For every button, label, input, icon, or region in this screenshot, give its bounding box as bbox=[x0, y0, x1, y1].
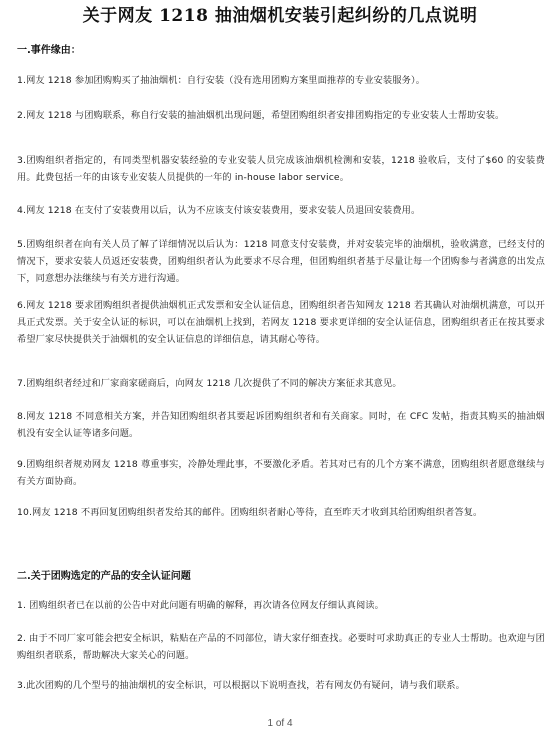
page-number: 1 of 4 bbox=[267, 718, 293, 729]
section-heading-safety-certification: 二.关于团购选定的产品的安全认证问题 bbox=[17, 571, 191, 582]
paragraph-incident-2: 2.网友 1218 与团购联系，称自行安装的抽油烟机出现问题，希望团购组织者安排团购指定的专业安装人士帮助安装。 bbox=[17, 110, 505, 121]
paragraph-incident-4: 4.网友 1218 在支付了安装费用以后，认为不应该支付该安装费用，要求安装人员退回安装费用。 bbox=[17, 205, 421, 216]
paragraph-incident-5: 5.团购组织者在向有关人员了解了详细情况以后认为：1218 同意支付安装费，并对安装完毕的油烟机，验收满意，已经支付的情况下，要求安装人员返还安装费，团购组织者认为此要求不尽合理，但团购组织者基于尽量让每一个团购参与者满意的出发点下，同意想办法继续与有关方进行沟通。 bbox=[17, 239, 545, 284]
paragraph-incident-10: 10.网友 1218 不再回复团购组织者发给其的邮件。团购组织者耐心等待，直至昨天才收到其给团购组织者答复。 bbox=[17, 507, 483, 518]
paragraph-incident-9: 9.团购组织者规劝网友 1218 尊重事实，冷静处理此事，不要激化矛盾。若其对已有的几个方案不满意，团购组织者愿意继续与有关方面协商。 bbox=[17, 459, 545, 487]
paragraph-incident-6: 6.网友 1218 要求团购组织者提供油烟机正式发票和安全认证信息，团购组织者告知网友 1218 若其确认对油烟机满意，可以开具正式发票。关于安全认证的标识，可以在油烟机上找到，若网友 1218 要求更详细的安全认证信息，团购组织者正在按其要求希望厂家尽快提供关于油烟机的安全认证信息的详细信息，请其耐心等待。 bbox=[17, 300, 545, 345]
document-title: 关于网友 1218 抽油烟机安装引起纠纷的几点说明 bbox=[82, 6, 478, 26]
paragraph-incident-7: 7.团购组织者经过和厂家商家磋商后，向网友 1218 几次提供了不同的解决方案征求其意见。 bbox=[17, 378, 402, 389]
paragraph-safety-2: 2. 由于不同厂家可能会把安全标识，粘贴在产品的不同部位，请大家仔细查找。必要时可求助真正的专业人士帮助。也欢迎与团购组织者联系，帮助解决大家关心的问题。 bbox=[17, 633, 545, 661]
paragraph-incident-1: 1.网友 1218 参加团购购买了抽油烟机：自行安装（没有选用团购方案里面推荐的专业安装服务）。 bbox=[17, 75, 426, 86]
paragraph-safety-3: 3.此次团购的几个型号的抽油烟机的安全标识，可以根据以下说明查找，若有网友仍有疑问，请与我们联系。 bbox=[17, 680, 465, 691]
paragraph-safety-1: 1. 团购组织者已在以前的公告中对此问题有明确的解释，再次请各位网友仔细认真阅读。 bbox=[17, 600, 384, 611]
section-heading-incident: 一.事件缘由： bbox=[17, 45, 81, 56]
paragraph-incident-8: 8.网友 1218 不同意相关方案，并告知团购组织者其要起诉团购组织者和有关商家。同时，在 CFC 发帖，指责其购买的抽油烟机没有安全认证等诸多问题。 bbox=[17, 411, 545, 439]
paragraph-incident-3: 3.团购组织者指定的，有同类型机器安装经验的专业安装人员完成该油烟机检测和安装，1218 验收后，支付了$60 的安装费用。此费包括一年的由该专业安装人员提供的一年的 in-house labor service。 bbox=[17, 155, 545, 183]
